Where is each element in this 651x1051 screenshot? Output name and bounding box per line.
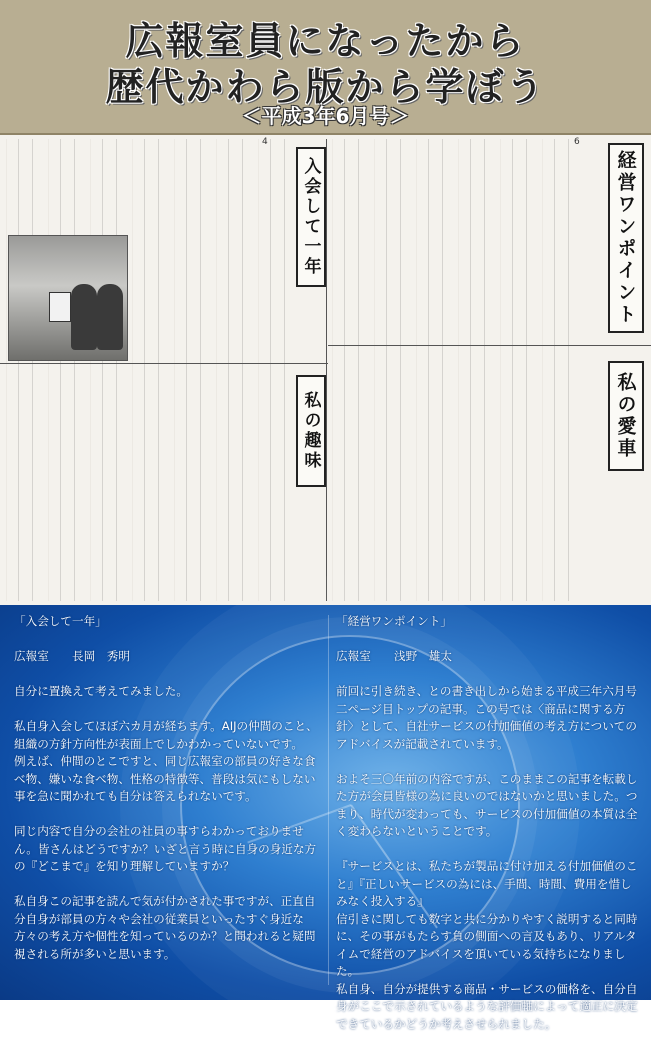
text-column [174, 139, 214, 601]
heading-aisha: 私の愛車 [608, 361, 644, 471]
commentary-paragraph: 例えば、仲間のとこですと、同じ広報室の部員の好きな食べ物、嫌いな食べ物、性格の特徴等、普段は気にもしない事を急に聞かれても自分は答えられないです。 [14, 754, 316, 803]
commentary-heading: 「入会して一年」 [14, 614, 107, 628]
certificate [49, 292, 71, 322]
issue-label: ＜平成3年6月号＞ [241, 104, 410, 128]
page-title-line-2: 歴代かわら版から学ぼう [105, 65, 546, 109]
commentary-right [336, 613, 640, 1051]
commentary-author: 広報室 浅野 雄太 [336, 649, 452, 663]
page-number: 6 [574, 137, 580, 147]
commentary-paragraph: 信引きに関しても数字と共に分かりやすく説明すると同時に、その事がもたらす負の側面への言及もあり、リアルタイムで経営のアドバイスを頂いている気持ちになりました。 [336, 911, 638, 978]
header-banner [0, 0, 651, 135]
commentary-panel [0, 605, 651, 1031]
commentary-heading: 「経営ワンポイント」 [336, 614, 452, 628]
commentary-paragraph: 自分に置換えて考えてみました。 [14, 684, 188, 698]
heading-nyukai: 入会して一年 [296, 147, 326, 287]
text-column [500, 139, 540, 601]
heading-shumi: 私の趣味 [296, 375, 326, 487]
text-column [416, 139, 456, 601]
commentary-left [14, 613, 322, 981]
text-column [6, 139, 46, 601]
text-column [542, 139, 582, 601]
text-column [216, 139, 256, 601]
newspaper-scan [0, 135, 651, 605]
text-column [258, 139, 294, 601]
commentary-paragraph: 前回に引き続き、との書き出しから始まる平成三年六月号二ページ目トップの記事。この号では〈商品に関する方針〉として、自社サービスの付加価値の考え方についてのアドバイスが記載されています。 [336, 684, 637, 751]
person-figure [71, 284, 97, 350]
commentary-author: 広報室 長岡 秀明 [14, 649, 130, 663]
text-column [132, 139, 172, 601]
page-title-line-1: 広報室員になったから [125, 19, 526, 63]
award-photo [8, 235, 128, 361]
text-column [458, 139, 498, 601]
text-column [48, 139, 88, 601]
page-gutter [326, 139, 327, 601]
page-number: 4 [262, 137, 268, 147]
commentary-paragraph: 私自身入会してほぼ六カ月が経ちます。AIJの仲間のこと、組織の方針方向性が表面上でしかわかっていないです。 [14, 719, 318, 751]
panel-divider [328, 615, 329, 985]
commentary-paragraph: 私自身、自分が提供する商品・サービスの価格を、自分自身がここで示されているような評価軸によって適正に決定できているかどうか考えさせられました。 [336, 981, 638, 1031]
text-column [332, 139, 372, 601]
text-column [374, 139, 414, 601]
commentary-paragraph: 私自身この記事を読んで気が付かされた事ですが、正直自分自身が部員の方々や会社の従業員といったすぐ身近な方々の考え方や個性を知っているのか？と問われると疑問視される所が多いと思います。 [14, 894, 316, 961]
commentary-paragraph: およそ三〇年前の内容ですが、このままこの記事を転載した方が会員皆様の為に良いのではないかと思いました。つまり、時代が変わっても、サービスの付加価値の本質は全く変わらないということです。 [336, 771, 638, 838]
person-figure [97, 284, 123, 350]
commentary-paragraph: 同じ内容で自分の会社の社員の事すらわかっておりません。皆さんはどうですか？いざと言う時に自身の身近な方の『どこまで』を知り理解していますか？ [14, 824, 317, 873]
commentary-quote: 『サービスとは、私たちが製品に付け加える付加価値のこと』『正しいサービスの為には、手間、時間、費用を惜しみなく投入する』 [336, 859, 638, 908]
heading-keiei: 経営ワンポイント [608, 143, 644, 333]
section-divider [0, 363, 328, 364]
text-column [90, 139, 130, 601]
section-divider [328, 345, 651, 346]
